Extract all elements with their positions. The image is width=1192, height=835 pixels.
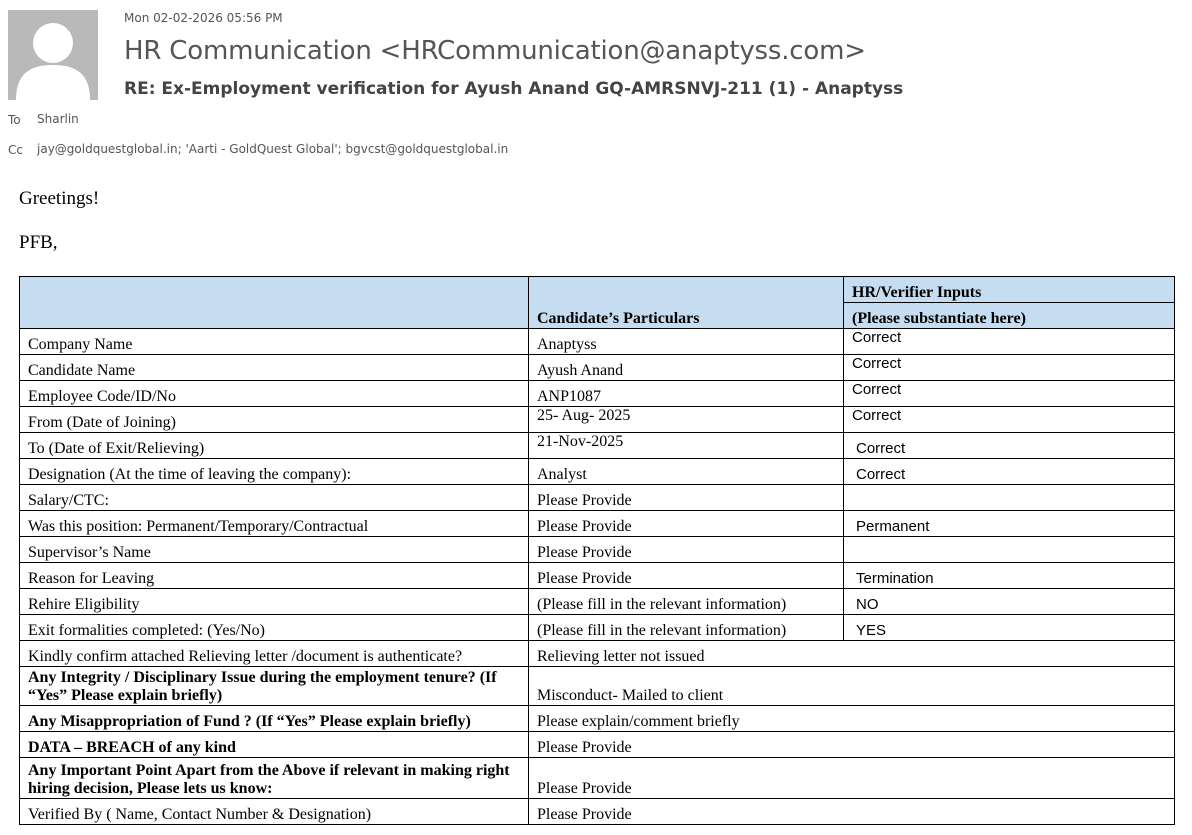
table-row — [20, 589, 1175, 615]
row-particular: Please Provide — [529, 563, 844, 589]
header-inputs-line1: HR/Verifier Inputs — [844, 277, 1175, 303]
sender-name[interactable]: HR Communication <HRCommunication@anaptyss.com> — [124, 36, 866, 66]
row-label: Rehire Eligibility — [20, 589, 529, 615]
header-blank-cell — [20, 277, 529, 329]
row-input: Correct — [844, 407, 1175, 433]
row-label: Reason for Leaving — [20, 563, 529, 589]
to-label: To — [8, 113, 21, 127]
row-label: Exit formalities completed: (Yes/No) — [20, 615, 529, 641]
greeting-text: Greetings! — [19, 188, 100, 209]
table-row — [20, 732, 1175, 758]
row-input: Correct — [844, 329, 1175, 355]
row-particular: Anaptyss — [529, 329, 844, 355]
email-subject: RE: Ex-Employment verification for Ayush Anand GQ-AMRSNVJ-211 (1) - Anaptyss — [124, 79, 904, 99]
table-row — [20, 641, 1175, 667]
table-row — [20, 706, 1175, 732]
row-input: Correct — [844, 459, 1175, 485]
row-input: NO — [844, 589, 1175, 615]
row-label: Any Misappropriation of Fund ? (If “Yes” Please explain briefly) — [20, 706, 529, 732]
row-label: Salary/CTC: — [20, 485, 529, 511]
row-label: Supervisor’s Name — [20, 537, 529, 563]
row-input: Permanent — [844, 511, 1175, 537]
table-row — [20, 329, 1175, 355]
row-input — [844, 485, 1175, 511]
row-label: Any Integrity / Disciplinary Issue during the employment tenure? (If “Yes” Please explain briefly) — [20, 667, 529, 706]
row-value: Please Provide — [529, 758, 1175, 799]
sender-avatar[interactable] — [8, 10, 98, 100]
row-value: Please Provide — [529, 799, 1175, 825]
row-input: Correct — [844, 433, 1175, 459]
row-input — [844, 537, 1175, 563]
intro-text: PFB, — [19, 232, 58, 253]
row-label: Designation (At the time of leaving the company): — [20, 459, 529, 485]
verification-table — [19, 276, 1175, 825]
table-row — [20, 433, 1175, 459]
sent-date: Mon 02-02-2026 05:56 PM — [124, 11, 283, 25]
table-row — [20, 407, 1175, 433]
row-label: Employee Code/ID/No — [20, 381, 529, 407]
to-recipients[interactable]: Sharlin — [37, 112, 79, 126]
table-header-row — [20, 277, 1175, 303]
row-particular: Please Provide — [529, 537, 844, 563]
cc-label: Cc — [8, 143, 23, 157]
row-value: Misconduct- Mailed to client — [529, 667, 1175, 706]
cc-recipients[interactable]: jay@goldquestglobal.in; 'Aarti - GoldQuest Global'; bgvcst@goldquestglobal.in — [37, 142, 509, 156]
row-input: Correct — [844, 381, 1175, 407]
row-label: Candidate Name — [20, 355, 529, 381]
table-row — [20, 758, 1175, 799]
row-label: Was this position: Permanent/Temporary/Contractual — [20, 511, 529, 537]
table-row — [20, 563, 1175, 589]
row-particular: 21-Nov-2025 — [529, 433, 844, 459]
row-particular: ANP1087 — [529, 381, 844, 407]
row-value: Please Provide — [529, 732, 1175, 758]
row-input: YES — [844, 615, 1175, 641]
table-row — [20, 459, 1175, 485]
table-row — [20, 511, 1175, 537]
row-particular: Ayush Anand — [529, 355, 844, 381]
header-inputs-line2: (Please substantiate here) — [844, 303, 1175, 329]
table-row — [20, 615, 1175, 641]
table-row — [20, 537, 1175, 563]
row-input: Termination — [844, 563, 1175, 589]
table-row — [20, 381, 1175, 407]
row-particular: Please Provide — [529, 511, 844, 537]
row-particular: (Please fill in the relevant information) — [529, 589, 844, 615]
table-row — [20, 355, 1175, 381]
row-value: Please explain/comment briefly — [529, 706, 1175, 732]
row-label: To (Date of Exit/Relieving) — [20, 433, 529, 459]
row-label: Kindly confirm attached Relieving letter /document is authenticate? — [20, 641, 529, 667]
table-row — [20, 667, 1175, 706]
row-label: Any Important Point Apart from the Above if relevant in making right hiring decision, Please lets us know: — [20, 758, 529, 799]
row-particular: Please Provide — [529, 485, 844, 511]
row-input: Correct — [844, 355, 1175, 381]
row-label: From (Date of Joining) — [20, 407, 529, 433]
table-row — [20, 485, 1175, 511]
header-particulars: Candidate’s Particulars — [529, 277, 844, 329]
row-value: Relieving letter not issued — [529, 641, 1175, 667]
person-silhouette-icon — [8, 10, 98, 100]
row-label: Company Name — [20, 329, 529, 355]
row-label: DATA – BREACH of any kind — [20, 732, 529, 758]
row-label: Verified By ( Name, Contact Number & Designation) — [20, 799, 529, 825]
row-particular: (Please fill in the relevant information) — [529, 615, 844, 641]
table-row — [20, 799, 1175, 825]
row-particular: 25- Aug- 2025 — [529, 407, 844, 433]
row-particular: Analyst — [529, 459, 844, 485]
